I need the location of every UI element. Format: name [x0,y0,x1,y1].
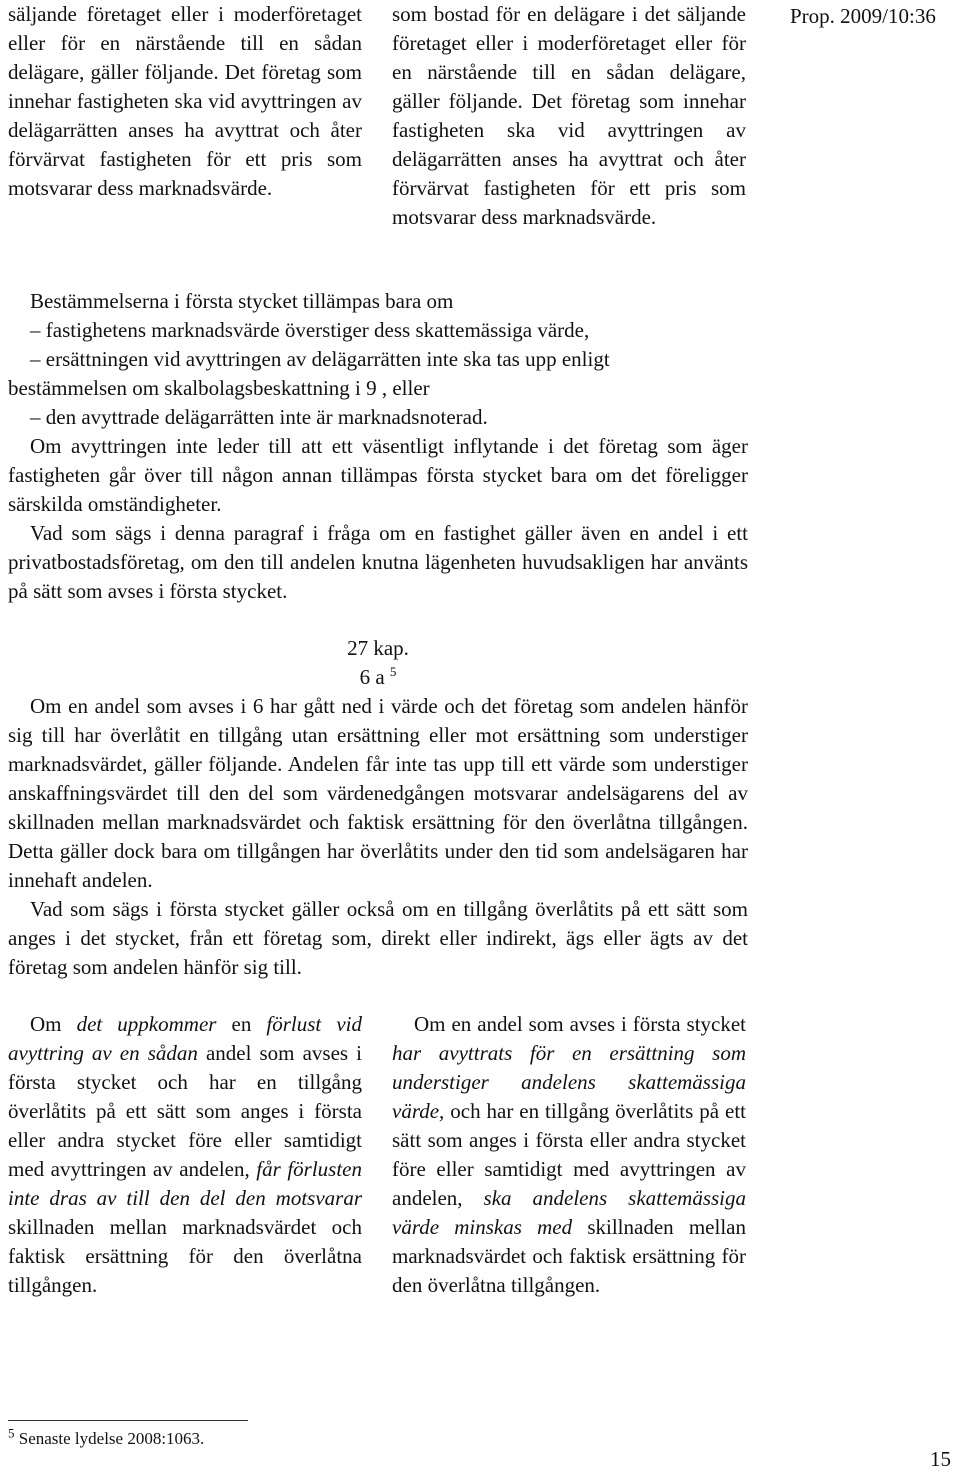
chapter-heading [8,634,748,692]
bottom-right-column [392,1010,746,1300]
paragraph: Om en andel som avses i 6 har gått ned i värde och det företag som andelen hänför sig till har överlåtit en tillgång utan ersättning eller mot ersättning som understiger marknadsvärdet, gäller följande. Andelen får inte tas upp till ett värde som understiger anskaffningsvärdet till den del som värdenedgången motsvarar andelsägarens del av skillnaden mellan marknadsvärdet och faktisk ersättning för den överlåtna tillgången. Detta gäller dock bara om tillgången har överlåtits under den tid som andelsägaren har innehaft andelen. [8,694,748,892]
section-number-text: 6 a [359,665,385,689]
paragraph: Vad som sägs i denna paragraf i fråga om en fastighet gäller även en andel i ett privatbostadsföretag, om den till andelen knutna lägenheten huvudsakligen har använts på sätt som avses i första stycket. [8,521,748,603]
section-intro: Bestämmelserna i första stycket tillämpas bara om [30,289,454,313]
top-right-text: som bostad för en delägare i det säljande företaget eller i moderföretaget eller för en närstående till en sådan delägare, gäller följande. Det företag som innehar fastigheten ska vid avyttringen av delägarrätten anses ha avyttrat och åter förvärvat fastigheten för ett pris som motsvarar dess marknadsvärde. [392,2,746,229]
list-item: – ersättningen vid avyttringen av delägarrätten inte ska tas upp enligt [8,345,748,374]
top-left-column [8,0,362,203]
paragraph: Vad som sägs i första stycket gäller också om en tillgång överlåtits på ett sätt som anges i det stycket, från ett företag som, direkt eller indirekt, ägs eller ägts av det företag som andelen hänför sig till. [8,897,748,979]
footnote [8,1425,205,1450]
italic-run: har avyttrats för en ersättning som understiger andelens skattemässiga värde, [392,1041,746,1123]
top-left-text: säljande företaget eller i moderföretaget eller för en närstående till en sådan delägare, gäller följande. Det företag som innehar fastigheten ska vid avyttringen av delägarrätten anses ha avyttrat och åter förvärvat fastigheten för ett pris som motsvarar dess marknadsvärde. [8,2,362,200]
list-item-continuation-text: bestämmelsen om skalbolagsbeskattning i 9 , eller [8,376,430,400]
list-item: – fastighetens marknadsvärde överstiger dess skattemässiga värde, [8,316,748,345]
italic-run: det uppkommer [76,1012,217,1036]
text-run: och har en tillgång överlåtits på ett sätt som anges i första eller andra stycket före eller samtidigt med avyttringen av andelen, [392,1099,746,1210]
page-number: 15 [930,1447,951,1471]
footnote-mark: 5 [8,1425,15,1441]
paragraph: Om avyttringen inte leder till att ett väsentligt inflytande i det företag som äger fastigheten går över till någon annan tillämpas första stycket bara om det föreligger särskilda omständigheter. [8,434,748,516]
section-number [8,663,748,692]
bottom-left-text [8,1010,362,1300]
section-paragraphs [8,287,748,606]
section-6a-paragraphs [8,692,748,982]
footnote-reference: 5 [389,664,397,679]
italic-run: får förlusten inte dras av till den del den motsvarar [8,1157,362,1210]
footnote-text: Senaste lydelse 2008:1063. [18,1429,205,1448]
bottom-right-text [392,1010,746,1300]
bottom-left-column [8,1010,362,1300]
italic-run: förlust vid avyttring av en sådan [8,1012,362,1065]
list-item-continuation [8,374,748,403]
text-run: Om [30,1012,77,1036]
chapter-title: 27 kap. [347,636,409,660]
text-run: skillnaden mellan marknadsvärdet och faktisk ersättning för den överlåtna tillgången. [8,1215,362,1297]
text-run: andel som avses i första stycket och har en tillgång överlåtits på ett sätt som anges i första eller andra stycket före eller samtidigt med avyttringen av andelen, [8,1041,362,1181]
document-reference: Prop. 2009/10:36 [790,4,936,28]
text-run: Om en andel som avses i första stycket [414,1012,746,1036]
text-run: en [216,1012,267,1036]
top-right-column [392,0,746,232]
italic-run: ska andelens skattemässiga värde minskas med [392,1186,746,1239]
footnote-divider [8,1420,248,1421]
text-run: skillnaden mellan marknadsvärdet och faktisk ersättning för den överlåtna tillgången. [392,1215,746,1297]
list-item: – den avyttrade delägarrätten inte är marknadsnoterad. [8,403,748,432]
